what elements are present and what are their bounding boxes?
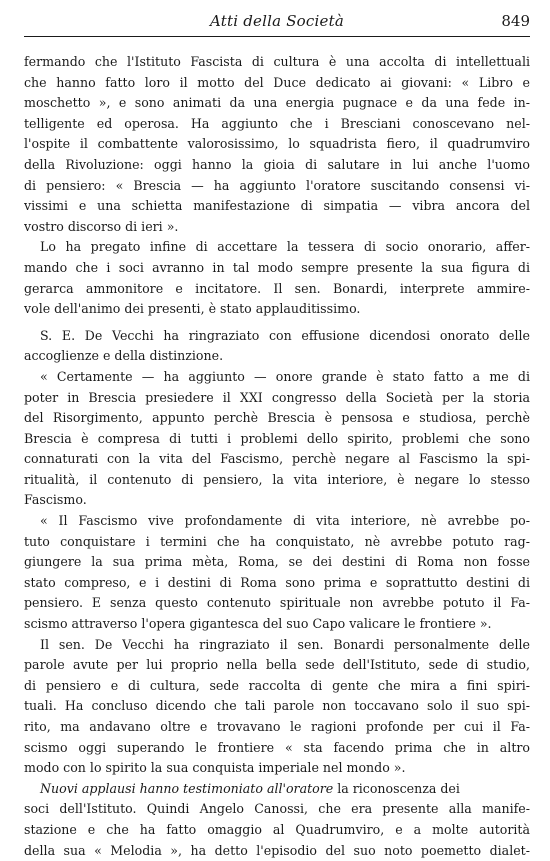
paragraph [24, 326, 530, 367]
body-text [24, 52, 530, 861]
text-line: Lo ha pregato infine di accettare la tessera di socio onorario, affer- [40, 239, 530, 255]
text-line: poter in Brescia presiedere il XXI congresso della Società per la storia [24, 389, 530, 405]
text-line: connaturati con la vita del Fascismo, perchè negare al Fascismo la spi- [24, 451, 530, 467]
text-line: del Risorgimento, appunto perchè Brescia è pensosa e studiosa, perchè [24, 410, 530, 426]
text-line: soci dell'Istituto. Quindi Angelo Canossi, che era presente alla manife- [24, 801, 530, 817]
text-line: stazione e che ha fatto omaggio al Quadrumviro, e a molte autorità [24, 821, 530, 837]
italic-lead: Nuovi applausi hanno testimoniato all'oratore [40, 780, 334, 796]
text-line: tuali. Ha concluso dicendo che tali parole non toccavano solo il suo spi- [24, 698, 530, 714]
text-line: che hanno fatto loro il motto del Duce dedicato ai giovani: « Libro e [24, 74, 530, 90]
text-line: vole dell'animo dei presenti, è stato applauditissimo. [24, 301, 361, 317]
text-line: stato compreso, e i destini di Roma sono prima e soprattutto destini di [24, 574, 530, 590]
text-line: « Certamente — ha aggiunto — onore grande è stato fatto a me di [40, 368, 530, 384]
text-line: modo con lo spirito la sua conquista imperiale nel mondo ». [24, 760, 406, 776]
text-line: S. E. De Vecchi ha ringraziato con effusione dicendosi onorato delle [40, 327, 530, 343]
text-line: moschetto », e sono animati da una energia pugnace e da una fede in- [24, 95, 530, 111]
paragraph [24, 52, 530, 237]
header-title: Atti della Società [210, 12, 344, 30]
text-line: tuto conquistare i termini che ha conquistato, nè avrebbe potuto rag- [24, 533, 530, 549]
text-line: pensiero. E senza questo contenuto spirituale non avrebbe potuto il Fa- [24, 595, 530, 611]
text-line: rito, ma andavano oltre e trovavano le ragioni profonde per cui il Fa- [24, 719, 530, 734]
page-number: 849 [501, 12, 530, 30]
text-line: scismo oggi superando le frontiere « sta facendo prima che in altro [24, 739, 530, 755]
text-line [24, 779, 530, 800]
text-line: telligente ed operosa. Ha aggiunto che i Bresciani conoscevano nel- [24, 115, 530, 131]
text-line: di pensiero e di cultura, sede raccolta di gente che mira a fini spiri- [24, 677, 530, 693]
text-line: mando che i soci avranno in tal modo sempre presente la sua figura di [24, 259, 530, 275]
text-line: giungere la sua prima mèta, Roma, se dei destini di Roma non fosse [24, 554, 530, 570]
text-line: l'ospite il combattente valorosissimo, lo squadrista fiero, il quadrumviro [24, 136, 530, 152]
text-line: Fascismo. [24, 492, 87, 508]
text-line: della sua « Melodia », ha detto l'episodio del suo noto poemetto dialet- [24, 842, 530, 858]
text-line: ritualità, il contenuto di pensiero, la vita interiore, è negare lo stesso [24, 471, 530, 487]
text-line: Il sen. De Vecchi ha ringraziato il sen. Bonardi personalmente delle [40, 636, 530, 652]
text-line: fermando che l'Istituto Fascista di cultura è una accolta di intellettuali [24, 54, 530, 69]
text-line: Brescia è compresa di tutti i problemi dello spirito, problemi che sono [24, 430, 530, 446]
text-line: della Rivoluzione: oggi hanno la gioia di salutare in lui anche l'uomo [24, 156, 530, 172]
text-line: di pensiero: « Brescia — ha aggiunto l'oratore suscitando consensi vi- [24, 177, 530, 193]
paragraph [24, 635, 530, 779]
paragraph [24, 237, 530, 319]
paragraph [24, 367, 530, 511]
text-line: scismo attraverso l'opera gigantesca del suo Capo valicare le frontiere ». [24, 616, 492, 632]
header-rule [24, 36, 530, 37]
text-run: la riconoscenza dei [333, 780, 460, 796]
running-header [24, 12, 530, 34]
text-line: accoglienze e della distinzione. [24, 348, 224, 364]
text-line: vostro discorso di ieri ». [24, 218, 179, 234]
text-line: gerarca ammonitore e incitatore. Il sen. Bonardi, interprete ammire- [24, 280, 530, 296]
text-line: parole avute per lui proprio nella bella sede dell'Istituto, sede di studio, [24, 657, 530, 673]
text-line: « Il Fascismo vive profondamente di vita interiore, nè avrebbe po- [40, 513, 530, 529]
text-line: vissimi e una schietta manifestazione di simpatia — vibra ancora del [24, 198, 530, 214]
paragraph [24, 511, 530, 635]
paragraph [24, 779, 530, 861]
